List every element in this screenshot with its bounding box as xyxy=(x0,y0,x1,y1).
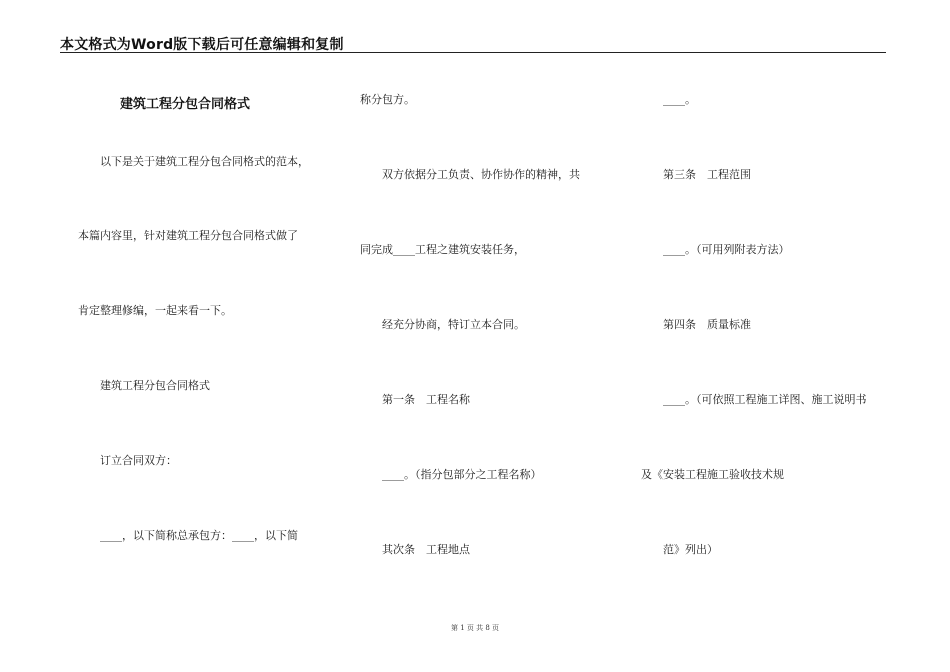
paragraph-line: ____，以下简称总承包方：____，以下简 xyxy=(100,529,298,542)
paragraph-line: 同完成____工程之建筑安装任务， xyxy=(360,243,525,256)
paragraph-line: 称分包方。 xyxy=(360,93,415,106)
paragraph-line: 第四条 质量标准 xyxy=(663,318,751,331)
paragraph-line: 第一条 工程名称 xyxy=(382,393,470,406)
paragraph-line: 其次条 工程地点 xyxy=(382,543,470,556)
paragraph-line: 第三条 工程范围 xyxy=(663,168,751,181)
document-title: 建筑工程分包合同格式 xyxy=(120,97,251,112)
page-number: 第 1 页 共 8 页 xyxy=(450,624,500,632)
paragraph-line: ____。（可依照工程施工详图、施工说明书 xyxy=(663,393,867,406)
paragraph-line: ____。（指分包部分之工程名称） xyxy=(382,468,542,481)
header-banner: 本文格式为Word版下载后可任意编辑和复制 xyxy=(60,37,344,53)
paragraph-line: 以下是关于建筑工程分包合同格式的范本， xyxy=(100,155,309,168)
paragraph-line: ____。（可用列附表方法） xyxy=(663,243,790,256)
paragraph-line: 本篇内容里，针对建筑工程分包合同格式做了 xyxy=(78,229,298,242)
paragraph-line: 订立合同双方： xyxy=(100,454,177,467)
paragraph-line: ____。 xyxy=(663,93,696,106)
paragraph-line: 经充分协商，特订立本合同。 xyxy=(382,318,525,331)
paragraph-line: 肯定整理修编，一起来看一下。 xyxy=(78,304,232,317)
paragraph-line: 双方依据分工负责、协作协作的精神，共 xyxy=(382,168,580,181)
paragraph-line: 范》列出） xyxy=(663,543,718,556)
paragraph-line: 建筑工程分包合同格式 xyxy=(100,379,210,392)
paragraph-line: 及《安装工程施工验收技术规 xyxy=(641,468,784,481)
header-rule xyxy=(60,52,886,53)
